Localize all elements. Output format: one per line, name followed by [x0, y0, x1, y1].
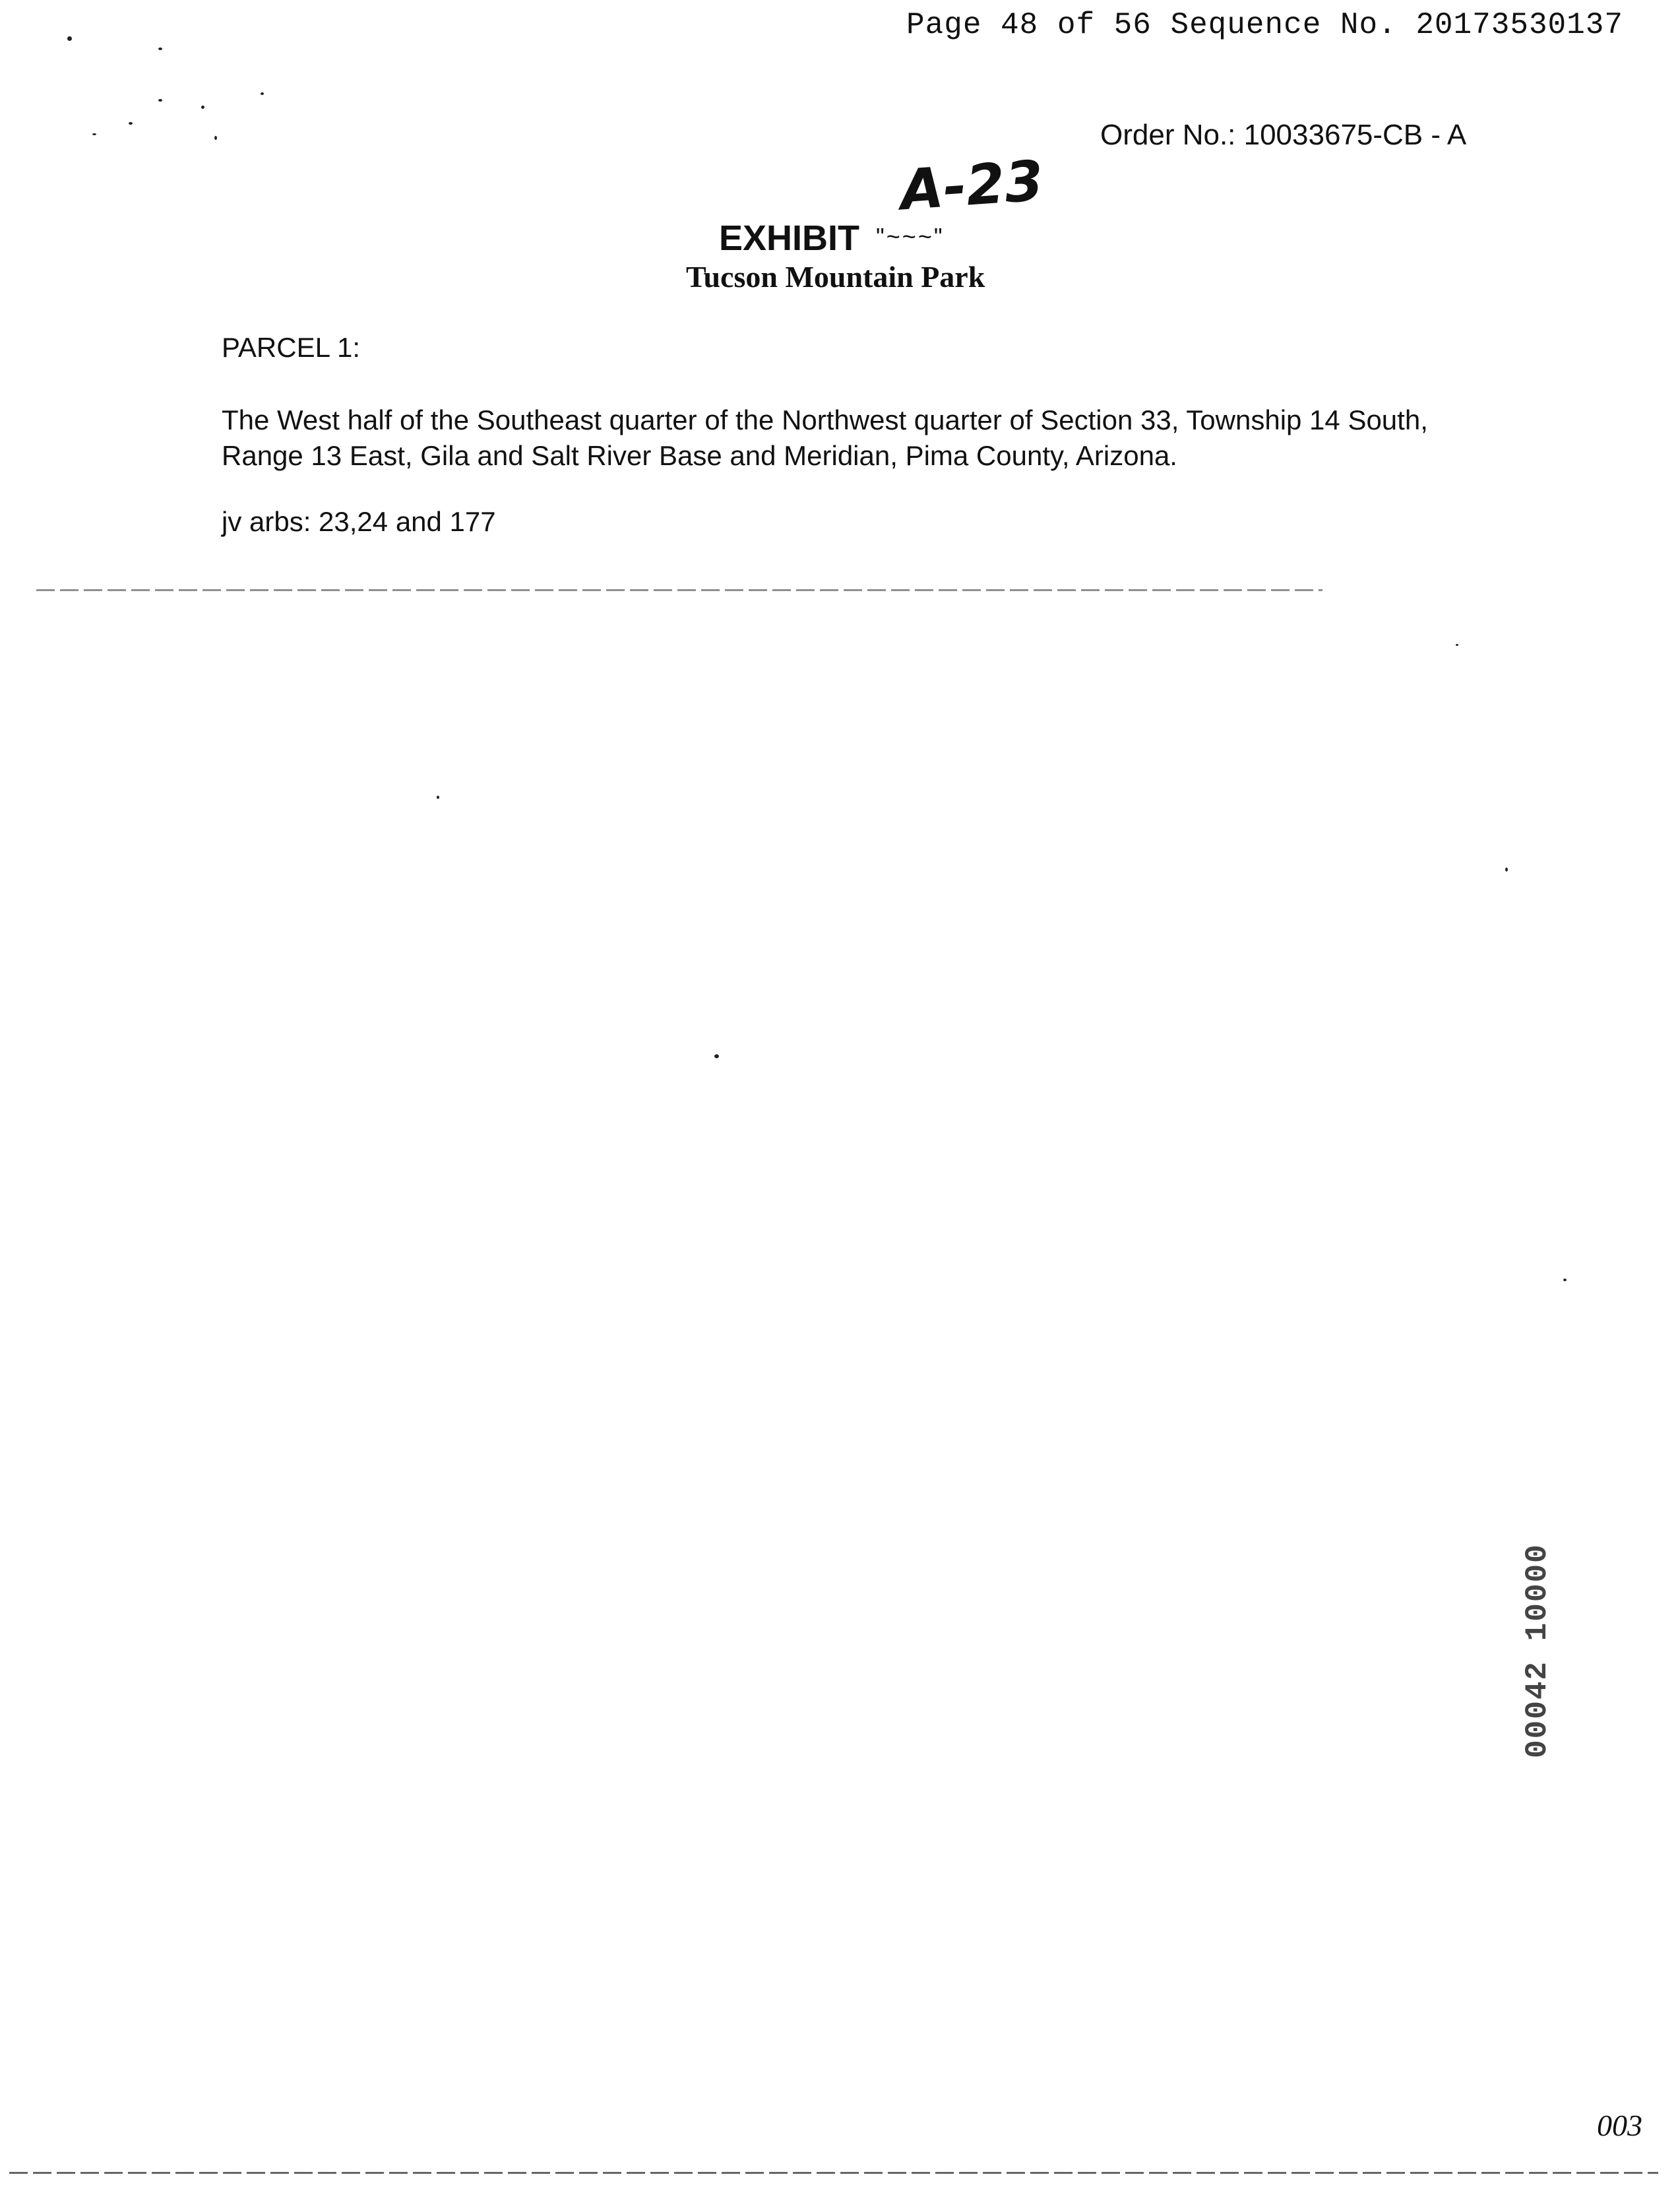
side-index-stamp: 00042 10000 — [1520, 1543, 1555, 1758]
scan-speck — [261, 92, 264, 95]
header-sequence-stamp: Page 48 of 56 Sequence No. 20173530137 — [906, 8, 1623, 42]
exhibit-quotes: "~~~" — [876, 223, 945, 250]
order-number: Order No.: 10033675-CB - A — [1100, 119, 1467, 151]
scan-speck — [158, 99, 162, 102]
footer-page-number: 003 — [1597, 2109, 1642, 2142]
scan-speck — [1563, 1279, 1567, 1281]
scan-speck — [1505, 868, 1508, 872]
handwritten-exhibit-mark: A-23 — [898, 148, 1045, 223]
exhibit-title: EXHIBIT — [719, 218, 860, 258]
scan-speck — [92, 133, 96, 135]
arbs-reference: jv arbs: 23,24 and 177 — [222, 506, 496, 537]
parcel-heading: PARCEL 1: — [222, 332, 361, 363]
scan-speck — [214, 136, 217, 140]
legal-description: The West half of the Southeast quarter of the Northwest quarter of Section 33, Township 14 South, Range 13 East, Gila and Salt River Base and Meridian, Pima County, Arizona. — [222, 404, 1428, 471]
scan-artifact-line-top — [36, 589, 1322, 591]
scan-speck — [129, 122, 133, 125]
exhibit-subtitle: Tucson Mountain Park — [686, 260, 985, 294]
scan-artifact-line-bottom — [9, 2172, 1658, 2174]
scan-speck — [67, 36, 72, 41]
scan-speck — [1456, 644, 1458, 646]
scan-speck — [714, 1054, 719, 1058]
scan-speck — [158, 48, 162, 50]
scan-speck — [437, 796, 439, 799]
scan-speck — [201, 106, 204, 109]
